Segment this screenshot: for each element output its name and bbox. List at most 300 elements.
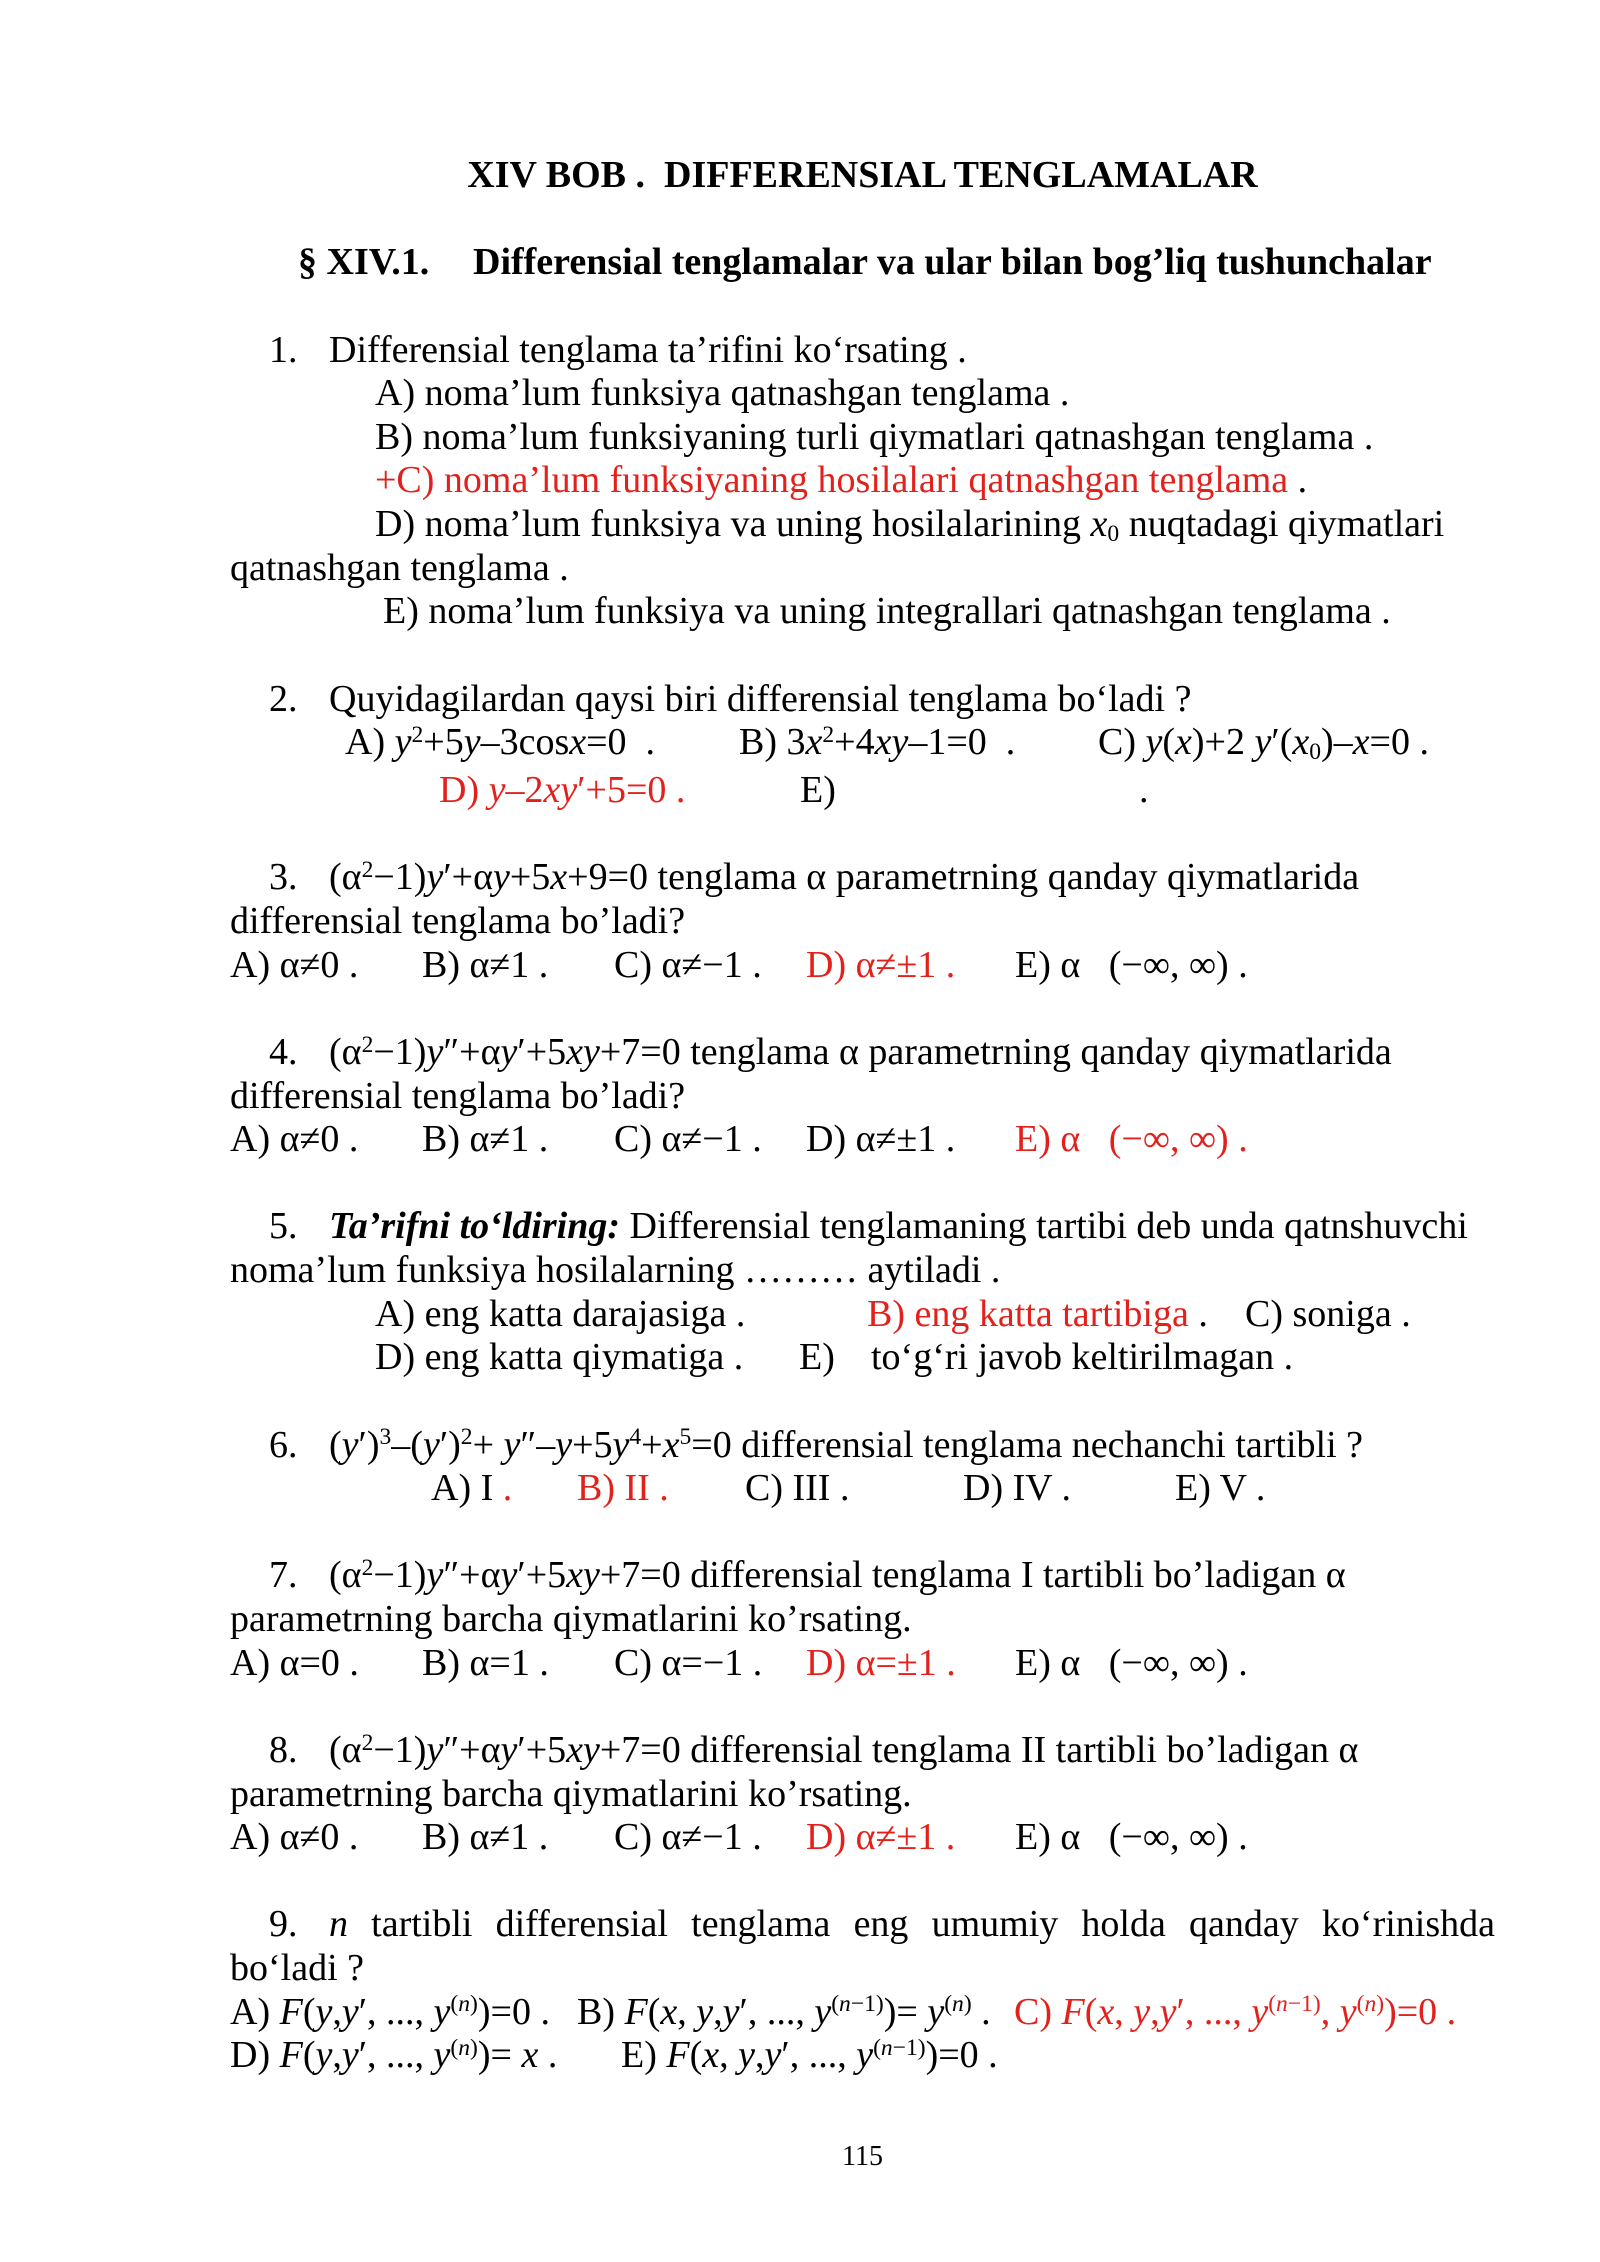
option-d <box>230 2034 557 2083</box>
superscript: ) <box>963 1991 972 2018</box>
option-a <box>375 1293 745 1337</box>
text-run: C) soniga . <box>1245 1292 1411 1335</box>
option-d <box>439 769 685 813</box>
text-run: to‘g‘ri javob keltirilmagan . <box>871 1336 1294 1379</box>
question-text <box>329 329 967 373</box>
math-variable: y <box>927 1990 945 2033</box>
option-d <box>963 1467 1071 1511</box>
text-run: tartibli differensial tenglama eng umumiy holda qanday ko‘rinishda <box>348 1903 1495 1946</box>
text-run: +9=0 tenglama α parametrning qanday qiymatlarida <box>567 856 1360 899</box>
question-text <box>329 1903 1495 1947</box>
text-run: D) <box>439 769 489 812</box>
text-run: ′+α <box>443 856 493 899</box>
math-variable: y <box>341 1990 359 2033</box>
text-run: ′, ..., <box>1176 1990 1252 2033</box>
option-c <box>614 1816 762 1860</box>
math-variable: x <box>550 856 568 899</box>
option-a <box>230 1118 358 1162</box>
option-b <box>375 416 1373 460</box>
math-variable: y <box>722 1990 740 2033</box>
text-run: D) IV . <box>963 1467 1072 1510</box>
question-text <box>329 1424 1363 1473</box>
text-run: ′) <box>358 1423 380 1466</box>
text-run: ′+5 <box>517 1554 567 1597</box>
option-b <box>867 1293 1208 1337</box>
text-run: B) <box>577 1990 625 2033</box>
text-run: –1=0 . <box>908 721 1016 764</box>
math-variable: y <box>426 856 444 899</box>
math-variable: xy <box>566 1030 600 1073</box>
text-run: C) <box>1014 1990 1062 2033</box>
question-3-stem-continuation <box>0 900 1600 944</box>
math-variable: y <box>856 2034 874 2077</box>
option-e <box>1015 1642 1248 1686</box>
text-run: A) α≠0 . <box>230 1816 359 1859</box>
blank-line <box>0 634 1600 678</box>
question-8-stem-continuation <box>0 1773 1600 1817</box>
text-run: + <box>472 1423 504 1466</box>
text-run: ( <box>302 1990 316 2033</box>
math-variable: x <box>662 1423 680 1466</box>
text-run: E) α (−∞, ∞) . <box>1015 1816 1248 1859</box>
question-8-stem <box>0 1729 1600 1773</box>
text-run: C) III . <box>745 1467 850 1510</box>
superscript: ( <box>831 1991 840 2018</box>
math-variable: y <box>696 1990 714 2033</box>
text-run: A) α=0 . <box>230 1641 359 1684</box>
superscript: 2 <box>361 1729 374 1756</box>
text-run: C) α=−1 . <box>614 1641 763 1684</box>
question-2-options-row-2 <box>0 769 1600 813</box>
superscript: n <box>1276 1991 1288 2018</box>
math-variable: F <box>666 2034 690 2077</box>
text-run: ′, ..., <box>358 1990 434 2033</box>
option-b <box>422 944 548 988</box>
text-run: A) eng katta darajasiga . <box>375 1292 746 1335</box>
question-5-options-row-1 <box>0 1293 1600 1337</box>
question-6-stem <box>0 1424 1600 1468</box>
text-run: , <box>1150 1990 1160 2033</box>
text-run: ( <box>302 2034 316 2077</box>
text-run: , <box>1114 1990 1134 2033</box>
text-run: , <box>332 1990 342 2033</box>
option-c <box>614 944 762 988</box>
math-variable: y <box>433 1990 451 2033</box>
superscript: ( <box>944 1991 953 2018</box>
text-run: ′) <box>439 1423 461 1466</box>
math-variable: y <box>463 721 481 764</box>
option-e-label <box>799 1336 835 1380</box>
text-run: A) α≠0 . <box>230 1118 359 1161</box>
question-number: 4. <box>269 1030 298 1073</box>
text-run: –2 <box>505 769 544 812</box>
question-4-stem <box>0 1031 1600 1075</box>
question-text-continued <box>230 1598 912 1642</box>
question-text <box>329 856 1359 905</box>
math-variable: y <box>315 1990 333 2033</box>
option-d <box>806 1118 955 1162</box>
question-9-options-row-2 <box>0 2034 1600 2078</box>
math-variable: y <box>764 2034 782 2077</box>
math-variable: y <box>1159 1990 1177 2033</box>
option-a <box>431 1467 512 1511</box>
superscript: −1) <box>892 2035 926 2061</box>
question-number: 8. <box>269 1728 298 1771</box>
math-variable: y <box>426 1030 444 1073</box>
math-variable: y <box>500 1728 518 1771</box>
text-run: ( <box>1084 1990 1098 2033</box>
question-6-options-row <box>0 1467 1600 1511</box>
text-run: Differensial tenglama ta’rifini ko‘rsating . <box>329 328 967 371</box>
text-run: –3cos <box>480 721 570 764</box>
text-run: B) II . <box>577 1467 669 1510</box>
option-e <box>621 2034 998 2083</box>
text-run: ′, ..., <box>781 2034 857 2077</box>
question-1-option-c-line <box>0 459 1600 503</box>
text-run: E) <box>800 769 836 812</box>
math-variable: y <box>1251 1990 1269 2033</box>
text-run: ′, ..., <box>739 1990 815 2033</box>
text-run: E) <box>799 1336 835 1379</box>
math-variable: y <box>488 769 506 812</box>
question-number: 6. <box>269 1423 298 1466</box>
text-run: E) noma’lum funksiya va uning integrallari qatnashgan tenglama . <box>383 590 1391 633</box>
question-9-stem-continuation <box>0 1947 1600 1991</box>
text-run: –( <box>391 1423 423 1466</box>
option-e <box>871 1336 1293 1380</box>
question-number: 7. <box>269 1554 298 1597</box>
text-run: differensial tenglama bo’ladi? <box>230 1074 686 1117</box>
question-number: 1. <box>269 328 298 371</box>
math-variable: y <box>426 1554 444 1597</box>
superscript: n <box>952 1991 964 2018</box>
text-run: (α <box>329 1554 362 1597</box>
math-variable: x <box>1292 721 1310 764</box>
section-heading-line <box>0 241 1600 285</box>
text-run: D) α≠±1 . <box>806 943 956 986</box>
question-4-stem-continuation <box>0 1075 1600 1119</box>
text-run: )=0 . <box>925 2034 998 2077</box>
text-run: )=0 . <box>1384 1990 1457 2033</box>
option-b <box>577 1467 669 1511</box>
option-d <box>806 1816 955 1860</box>
math-variable: y <box>500 1030 518 1073</box>
text-run: qatnashgan tenglama . <box>230 546 569 589</box>
text-run: B) noma’lum funksiyaning turli qiymatlari qatnashgan tenglama . <box>375 415 1374 458</box>
option-c <box>614 1118 762 1162</box>
option-b <box>422 1118 548 1162</box>
question-7-options-row <box>0 1642 1600 1686</box>
subscript: 0 <box>1309 739 1321 766</box>
text-run: . <box>538 2034 558 2077</box>
text-run: ′( <box>1271 721 1293 764</box>
text-run: + <box>641 1423 663 1466</box>
superscript: 5 <box>679 1424 692 1451</box>
text-run: −1) <box>373 856 427 899</box>
superscript: ) <box>470 2035 478 2061</box>
text-run: ″+α <box>443 1728 501 1771</box>
text-run: , <box>755 2034 765 2077</box>
math-variable: y <box>738 2034 755 2077</box>
blank-line <box>0 1162 1600 1206</box>
text-run: B) 3 <box>739 721 806 764</box>
question-text-continued <box>230 1947 364 1991</box>
text-run: ( <box>329 1423 342 1466</box>
math-variable: F <box>279 2034 303 2077</box>
superscript: ) <box>1376 1991 1385 2018</box>
math-variable: y <box>492 856 510 899</box>
text-run: A) I <box>431 1467 503 1510</box>
text-run: noma’lum funksiya hosilalarning ……… aytiladi . <box>230 1249 1001 1291</box>
question-text-continued <box>230 1249 1000 1293</box>
question-text-continued <box>230 1773 912 1817</box>
math-variable: y <box>555 1423 573 1466</box>
math-variable: y <box>433 2034 451 2077</box>
text-run: C) α≠−1 . <box>614 1118 762 1161</box>
text-run: differensial tenglama bo’ladi? <box>230 900 686 942</box>
question-1-option-b-line <box>0 416 1600 460</box>
superscript: 2 <box>460 1424 473 1451</box>
text-run: )+2 <box>1191 721 1255 764</box>
math-variable: y <box>1133 1990 1151 2033</box>
math-variable: y <box>1339 1990 1357 2033</box>
superscript: ( <box>1356 1991 1365 2018</box>
text-run: parametrning barcha qiymatlarini ko’rsating. <box>230 1598 912 1640</box>
question-5-stem-continuation <box>0 1249 1600 1293</box>
superscript: ( <box>450 1991 459 2018</box>
text-run: −1) <box>373 1554 427 1597</box>
math-variable: n <box>329 1903 348 1946</box>
math-variable: y <box>612 1423 630 1466</box>
blank-line <box>0 813 1600 857</box>
math-variable: y <box>394 721 412 764</box>
math-variable: y <box>1254 721 1272 764</box>
question-text <box>329 1031 1392 1080</box>
option-a <box>375 372 1069 416</box>
question-2-options-row-1 <box>0 721 1600 769</box>
text-run: +4 <box>834 721 875 764</box>
text-run: B) α≠1 . <box>422 1118 549 1161</box>
text-run: . <box>1188 1292 1208 1335</box>
text-run: ′, ..., <box>358 2034 434 2077</box>
text-run: , <box>713 1990 723 2033</box>
question-1-option-a-line <box>0 372 1600 416</box>
math-variable: x <box>805 721 823 764</box>
superscript: 4 <box>629 1424 642 1451</box>
math-variable: x <box>702 2034 720 2077</box>
blank-line <box>0 1860 1600 1904</box>
text-run: (α <box>329 856 362 899</box>
text-run: C) α≠−1 . <box>614 1816 762 1859</box>
text-run: )=0 . <box>477 1990 550 2033</box>
text-run: ′+5=0 . <box>577 769 686 812</box>
question-5-options-row-2 <box>0 1336 1600 1380</box>
math-variable: xy <box>543 769 578 812</box>
option-a <box>230 944 358 988</box>
option-c <box>1245 1293 1411 1337</box>
text-run: B) α≠1 . <box>422 1816 549 1859</box>
text-run: A) noma’lum funksiya qatnashgan tenglama . <box>375 372 1070 415</box>
text-run: E) <box>621 2034 667 2077</box>
option-d <box>375 1336 743 1380</box>
text-run: D) α=±1 . <box>806 1641 956 1684</box>
math-variable: F <box>1061 1990 1085 2033</box>
math-variable: y <box>422 1423 440 1466</box>
text-run: +7=0 differensial tenglama I tartibli bo’ladigan α <box>599 1554 1346 1597</box>
text-run: D) <box>230 2034 280 2077</box>
text-run: (α <box>329 1030 362 1073</box>
option-c <box>1014 1991 1456 2040</box>
question-text <box>329 1729 1358 1778</box>
math-variable: x <box>1352 721 1370 764</box>
text-run: A) <box>345 721 395 764</box>
question-1-option-e-line <box>0 590 1600 634</box>
text-run: =0 differensial tenglama nechanchi tartibli ? <box>691 1423 1364 1466</box>
text-run: ′+5 <box>517 1030 567 1073</box>
question-4-options-row <box>0 1118 1600 1162</box>
option-e <box>1175 1467 1265 1511</box>
text-run: D) α≠±1 . <box>806 1118 956 1161</box>
text-run: +5 <box>423 721 464 764</box>
text-run: A) <box>230 1990 280 2033</box>
text-run: E) V . <box>1175 1467 1266 1510</box>
text-run: C) α≠−1 . <box>614 943 762 986</box>
superscript: n <box>458 1991 471 2018</box>
superscript: n <box>880 2035 893 2061</box>
option-a <box>345 721 655 770</box>
superscript: 3 <box>379 1424 392 1451</box>
question-3-options-row <box>0 944 1600 988</box>
text-run: ( <box>689 2034 703 2077</box>
math-variable: F <box>279 1990 303 2033</box>
math-variable: y <box>814 1990 832 2033</box>
chapter-title: XIV BOB . DIFFERENSIAL TENGLAMALAR <box>467 154 1258 196</box>
superscript: 2 <box>361 857 374 884</box>
question-1-stem <box>0 329 1600 373</box>
math-variable: F <box>624 1990 648 2033</box>
text-run: B) α=1 . <box>422 1641 549 1684</box>
section-title: Differensial tenglamalar va ular bilan bog’liq tushunchalar <box>473 241 1432 284</box>
superscript: 2 <box>822 721 835 748</box>
text-run: . <box>1139 769 1149 812</box>
text-run: ″+α <box>443 1554 501 1597</box>
text-run: parametrning barcha qiymatlarini ko’rsating. <box>230 1772 912 1815</box>
text-run: Differensial tenglamaning tartibi deb unda qatnshuvchi <box>620 1205 1468 1248</box>
section-number: § XIV.1. <box>298 241 430 284</box>
question-1-option-d-line <box>0 503 1600 547</box>
option-a <box>230 1642 359 1686</box>
superscript: ) <box>470 1991 478 2018</box>
text-run: +7=0 tenglama α parametrning qanday qiymatlarida <box>599 1030 1392 1073</box>
superscript: −1) <box>1287 1991 1321 2018</box>
text-run: =0 . <box>1369 721 1429 764</box>
text-run: ( <box>1162 721 1176 764</box>
superscript: n <box>458 2035 471 2061</box>
question-2-stem <box>0 678 1600 722</box>
question-9-stem <box>0 1903 1600 1947</box>
text-run: B) α≠1 . <box>422 943 549 986</box>
text-run: +7=0 differensial tenglama II tartibli bo’ladigan α <box>599 1728 1359 1771</box>
option-d <box>375 503 1444 552</box>
question-9-options-row-1 <box>0 1991 1600 2035</box>
math-variable: xy <box>566 1728 600 1771</box>
chapter-title-line <box>0 154 1600 198</box>
text-run: bo‘ladi ? <box>230 1947 365 1989</box>
math-variable: x <box>521 2034 539 2077</box>
question-7-stem <box>0 1554 1600 1598</box>
option-c <box>1098 721 1429 770</box>
text-run: (α <box>329 1728 362 1771</box>
text-run: E) α (−∞, ∞) . <box>1015 1118 1248 1161</box>
option-d-continued <box>230 547 569 591</box>
question-1-option-d-continuation <box>0 547 1600 591</box>
blank-line <box>0 1685 1600 1729</box>
option-c <box>614 1642 762 1686</box>
option-b <box>577 1991 991 2040</box>
question-5-stem <box>0 1205 1600 1249</box>
question-number: 3. <box>269 856 298 899</box>
question-number: 5. <box>269 1205 298 1248</box>
text-run: , <box>1320 1990 1340 2033</box>
text-run: . <box>971 1990 991 2033</box>
text-run: C) <box>1098 721 1146 764</box>
option-d <box>806 944 955 988</box>
option-e <box>1015 944 1248 988</box>
option-b <box>422 1816 548 1860</box>
math-variable: y <box>503 1423 521 1466</box>
option-c <box>745 1467 849 1511</box>
math-variable: y <box>500 1554 518 1597</box>
text-run: ′+5 <box>517 1728 567 1771</box>
option-e <box>1015 1816 1248 1860</box>
math-variable: x <box>1097 1990 1115 2033</box>
superscript: n <box>839 1991 851 2018</box>
text-run: )– <box>1321 721 1353 764</box>
text-run: D) eng katta qiymatiga . <box>375 1336 744 1379</box>
math-variable: xy <box>566 1554 600 1597</box>
math-variable: y <box>315 2034 333 2077</box>
option-a <box>230 1991 550 2040</box>
math-variable: y <box>1145 721 1163 764</box>
page-number: 115 <box>842 2141 883 2172</box>
text-run: D) α≠±1 . <box>806 1816 956 1859</box>
question-number: 2. <box>269 677 298 720</box>
option-e <box>1015 1118 1248 1162</box>
text-run: ″+α <box>443 1030 501 1073</box>
blank-line <box>0 285 1600 329</box>
text-run: D) noma’lum funksiya va uning hosilalarining <box>375 503 1091 545</box>
blank-line <box>0 1380 1600 1424</box>
question-7-stem-continuation <box>0 1598 1600 1642</box>
question-3-stem <box>0 856 1600 900</box>
text-run: A) α≠0 . <box>230 943 359 986</box>
blank-line <box>0 1511 1600 1555</box>
subscript: 0 <box>1107 521 1120 548</box>
option-b <box>739 721 1015 770</box>
option-e <box>800 769 836 813</box>
text-run: , <box>719 2034 739 2077</box>
text-run: E) α (−∞, ∞) . <box>1015 943 1248 986</box>
math-variable: x <box>569 721 587 764</box>
math-variable: y <box>341 1423 359 1466</box>
text-run: +C) noma’lum funksiyaning hosilalari qatnashgan tenglama <box>375 459 1289 502</box>
superscript: 2 <box>411 721 424 748</box>
page-body <box>0 154 1600 2078</box>
stray-period <box>1139 769 1149 813</box>
blank-line <box>0 987 1600 1031</box>
question-number: 9. <box>269 1903 298 1946</box>
math-variable: x <box>1175 721 1192 764</box>
